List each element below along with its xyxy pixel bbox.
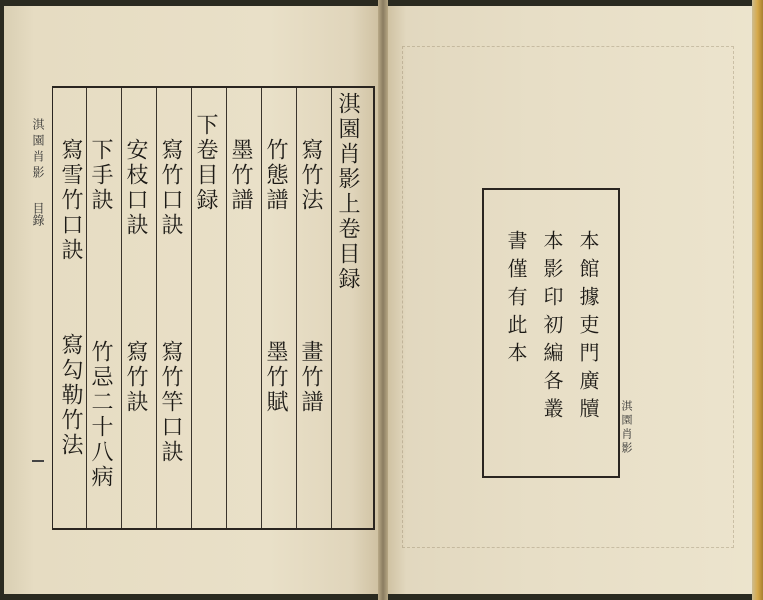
column-rule [331,88,332,528]
colophon-line: 書僅有此本 [504,230,528,370]
right-margin-header: 淇園肖影 [620,400,633,456]
toc-entry: 畫竹譜 [298,340,323,415]
toc-entry: 安枝口訣 [123,138,148,238]
toc-entry: 寫竹竿口訣 [158,340,183,465]
colophon-box [482,188,620,478]
toc-entry: 墨竹賦 [263,340,288,415]
column-rule [296,88,297,528]
toc-entry: 寫雪竹口訣 [58,138,83,263]
toc-entry: 寫竹訣 [123,340,148,415]
margin-header: 淇園肖影 [31,118,45,182]
toc-entry: 竹忌二十八病 [88,340,113,490]
toc-subheading: 下卷目録 [193,113,218,213]
column-rule [191,88,192,528]
column-rule [156,88,157,528]
right-page [384,6,756,594]
page-edge [752,0,763,600]
folio-mark [32,460,44,462]
colophon-line: 本館據吏門廣牘 [576,230,600,426]
toc-entry: 寫竹口訣 [158,138,183,238]
column-rule [261,88,262,528]
column-rule [226,88,227,528]
column-rule [86,88,87,528]
table-of-contents-frame [52,86,375,530]
toc-heading: 淇園肖影上卷目録 [335,92,360,292]
toc-entry: 竹態譜 [263,138,288,213]
column-rule [121,88,122,528]
toc-entry: 寫勾勒竹法 [58,333,83,458]
book-gutter [378,0,388,600]
toc-entry: 寫竹法 [298,138,323,213]
left-page [4,6,382,594]
colophon-line: 本影印初編各叢 [540,230,564,426]
toc-entry: 墨竹譜 [228,138,253,213]
toc-entry: 下手訣 [88,138,113,213]
margin-subheader: 目錄 [31,202,45,226]
